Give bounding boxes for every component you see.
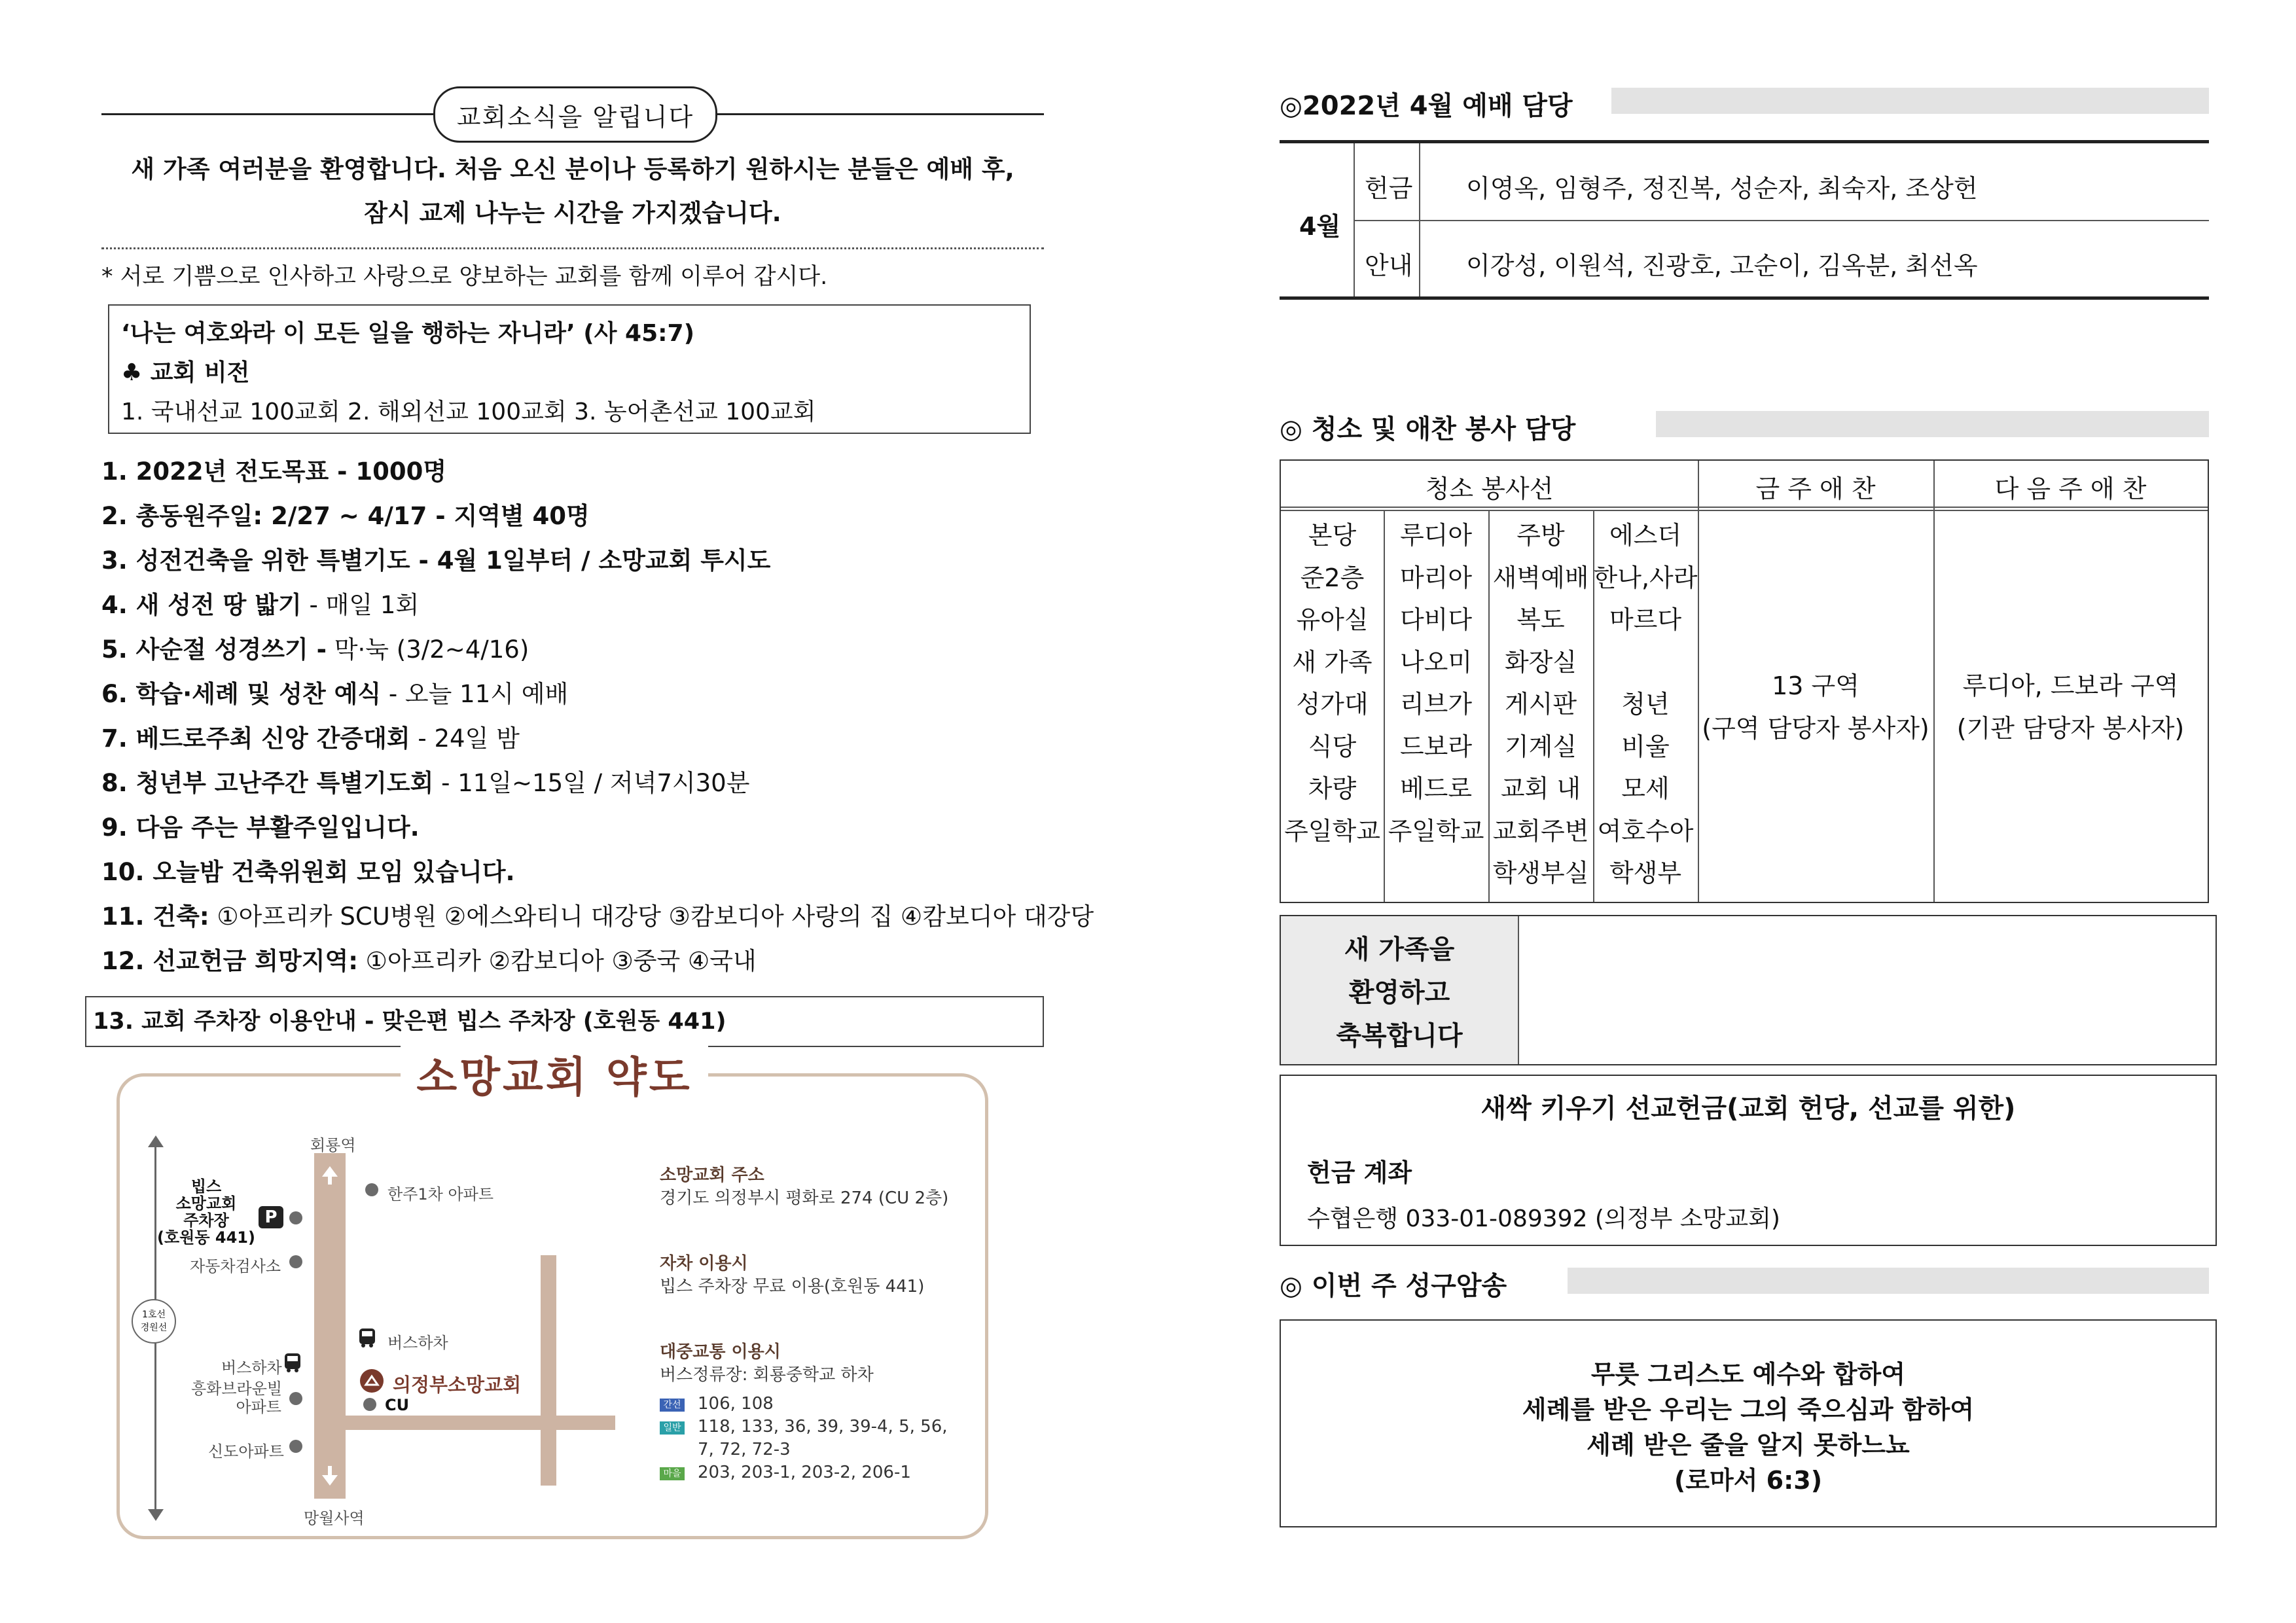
public-heading: 대중교통 이용시 — [660, 1342, 781, 1362]
verse-section-title: ◎ 이번 주 성구암송 — [1280, 1271, 1507, 1301]
welcome-line-1: 새 가족 여러분을 환영합니다. 처음 오신 분이나 등록하기 원하시는 분들은 예배 후, — [131, 155, 1014, 183]
next-week-note: (기관 담당자 봉사자) — [1956, 714, 2185, 743]
news-item: 1. 2022년 전도목표 - 1000명 — [101, 457, 447, 486]
news-item: 4. 새 성전 땅 밟기 - 매일 1회 — [101, 591, 420, 619]
section-bar — [1611, 88, 2209, 114]
sindo-apt: 신도아파트 — [208, 1442, 284, 1461]
new-family-text: 새 가족을 환영하고 축복합니다 — [1336, 935, 1463, 1051]
news-header: 교회소식을 알립니다 — [433, 86, 717, 143]
offering-label: 헌금 계좌 — [1307, 1158, 1412, 1187]
rail-arrow-down-icon — [148, 1509, 164, 1521]
church-icon — [359, 1368, 385, 1394]
vision-title: ♣ 교회 비전 — [121, 359, 250, 386]
hanju-apt: 한주1차 아파트 — [387, 1185, 494, 1204]
public-text: 버스정류장: 회룡중학교 하차 — [660, 1365, 874, 1385]
offering-names: 이영옥, 임형주, 정진복, 성순자, 최숙자, 조상헌 — [1466, 174, 1978, 203]
news-item: 6. 학습·세례 및 성찬 예식 - 오늘 11시 예배 — [101, 680, 569, 708]
address-heading: 소망교회 주소 — [660, 1166, 764, 1185]
general-bus-list: 118, 133, 36, 39, 39-4, 5, 56, — [698, 1417, 948, 1436]
header-next-week: 다 음 주 애 찬 — [1994, 474, 2147, 503]
news-item: 5. 사순절 성경쓰기 - 막·눅 (3/2~4/16) — [101, 635, 529, 664]
clean-groups: 루디아 마리아 다비다 나오미 리브가 드보라 베드로 주일학교 — [1388, 521, 1484, 846]
header-cleaning: 청소 봉사선 — [1425, 474, 1554, 503]
car-inspection: 자동차검사소 — [190, 1257, 281, 1275]
clean-areas-2: 주방 새벽예배 복도 화장실 게시판 기계실 교회 내 교회주변 학생부실 — [1492, 521, 1589, 887]
parking-info: 13. 교회 주차장 이용안내 - 맞은편 빕스 주차장 (호원동 441) — [85, 996, 1044, 1047]
role-offering: 헌금 — [1365, 174, 1413, 203]
trunk-bus-list: 106, 108 — [698, 1394, 774, 1414]
bus-stop-mid: 버스하차 — [387, 1334, 448, 1352]
hoeryong-station: 회룡역 — [310, 1136, 356, 1154]
bus-icon — [357, 1327, 377, 1348]
section-bar — [1568, 1268, 2209, 1294]
cleaning-table — [1280, 459, 2209, 903]
vision-box — [108, 304, 1031, 434]
news-list — [101, 452, 1094, 986]
village-bus-list: 203, 203-1, 203-2, 206-1 — [698, 1463, 911, 1482]
general-bus-badge: 일반 — [660, 1421, 685, 1435]
this-week-note: (구역 담당자 봉사자) — [1702, 714, 1929, 743]
main-road — [314, 1153, 346, 1499]
clean-section-title: ◎ 청소 및 애찬 봉사 담당 — [1280, 414, 1576, 444]
worship-table — [1280, 140, 2209, 300]
offering-title: 새싹 키우기 선교헌금(교회 헌당, 선교를 위한) — [1480, 1094, 2016, 1124]
welcome-line-2: 잠시 교제 나누는 시간을 가지겠습니다. — [364, 199, 781, 227]
news-item: 7. 베드로주최 신앙 간증대회 - 24일 밤 — [101, 724, 520, 753]
car-heading: 자차 이용시 — [660, 1254, 748, 1274]
side-road — [541, 1255, 556, 1486]
mangwolsa-station: 망월사역 — [304, 1509, 365, 1527]
news-item: 12. 선교헌금 희망지역: ①아프리카 ②캄보디아 ③중국 ④국내 — [101, 947, 757, 975]
clean-areas: 본당 준2층 유아실 새 가족 성가대 식당 차량 주일학교 — [1284, 521, 1380, 846]
header-this-week: 금 주 애 찬 — [1755, 474, 1876, 503]
vision-verse: ‘나는 여호와라 이 모든 일을 행하는 자니라’ (사 45:7) — [121, 320, 695, 347]
church-name: 의정부소망교회 — [393, 1374, 522, 1396]
line-badge: 1호선 경원선 — [132, 1299, 176, 1344]
cu-store: CU — [385, 1396, 410, 1414]
news-item: 11. 건축: ①아프리카 SCU병원 ②에스와티니 대강당 ③캄보디아 사랑의 집 ④캄보디아 대강당 — [101, 902, 1094, 931]
road-arrow-down-icon — [322, 1475, 338, 1486]
news-item: 2. 총동원주일: 2/27 ~ 4/17 - 지역별 40명 — [101, 502, 590, 530]
cross-road — [346, 1416, 615, 1430]
village-bus-badge: 마을 — [660, 1467, 685, 1480]
parking-icon: P — [259, 1206, 283, 1228]
bus-icon — [283, 1352, 302, 1373]
verse-text: 무릇 그리스도 예수와 합하여 세례를 받은 우리는 그의 죽으심과 함하여 세례 받은 줄을 알지 못하느뇨 (로마서 6:3) — [1522, 1360, 1975, 1495]
map-title: 소망교회 약도 — [401, 1044, 708, 1104]
worship-section-title: ◎2022년 4월 예배 담당 — [1280, 91, 1573, 121]
section-bar — [1656, 411, 2209, 437]
trunk-bus-badge: 간선 — [660, 1399, 685, 1412]
address-text: 경기도 의정부시 평화로 274 (CU 2층) — [660, 1188, 949, 1208]
bus-stop-left: 버스하차 — [221, 1359, 282, 1377]
vips-parking-label: 빕스 소망교회 주차장 (호원동 441) — [157, 1177, 255, 1247]
rail-arrow-up-icon — [148, 1135, 164, 1147]
verse-box — [1280, 1319, 2217, 1527]
offering-account: 수협은행 033-01-089392 (의정부 소망교회) — [1307, 1205, 1780, 1232]
role-usher: 안내 — [1365, 251, 1413, 280]
news-item: 10. 오늘밤 건축위원회 모임 있습니다. — [101, 858, 515, 886]
general-bus-list-2: 7, 72, 72-3 — [698, 1440, 791, 1459]
news-item: 9. 다음 주는 부활주일입니다. — [101, 813, 420, 842]
news-item: 3. 성전건축을 위한 특별기도 - 4월 1일부터 / 소망교회 투시도 — [101, 546, 771, 575]
offering-box — [1280, 1075, 2217, 1246]
this-week-group: 13 구역 — [1772, 671, 1859, 700]
news-item: 8. 청년부 고난주간 특별기도회 - 11일~15일 / 저녁7시30분 — [101, 769, 750, 797]
greeting-note: * 서로 기쁨으로 인사하고 사랑으로 양보하는 교회를 함께 이루어 갑시다. — [101, 264, 828, 290]
month-label: 4월 — [1299, 212, 1341, 241]
vision-items: 1. 국내선교 100교회 2. 해외선교 100교회 3. 농어촌선교 100교회 — [121, 399, 816, 425]
usher-names: 이강성, 이원석, 진광호, 고순이, 김옥분, 최선옥 — [1466, 251, 1978, 280]
heunghwa-apt: 흥화브라운빌 아파트 — [191, 1380, 283, 1416]
car-text: 빕스 주차장 무료 이용(호원동 441) — [660, 1277, 925, 1296]
next-week-group: 루디아, 드보라 구역 — [1962, 671, 2179, 700]
dotted-divider — [101, 247, 1044, 249]
new-family-box — [1280, 915, 2217, 1065]
clean-groups-2: 에스더 한나,사라 마르다 청년 비울 모세 여호수아 학생부 — [1593, 521, 1698, 887]
